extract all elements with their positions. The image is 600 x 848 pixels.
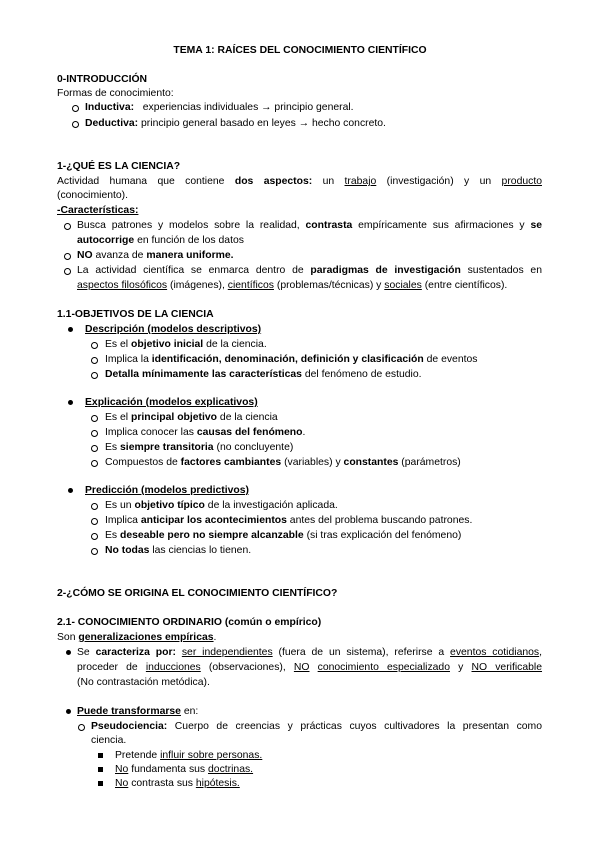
intro-inductiva: Inductiva: experiencias individuales → principio general.	[85, 101, 354, 114]
ciencia-definition: Actividad humana que contiene dos aspectos: un trabajo (investigación) y un producto	[57, 176, 542, 187]
prediccion-heading: Predicción (modelos predictivos)	[85, 484, 249, 497]
origen-heading: 2-¿CÓMO SE ORIGINA EL CONOCIMIENTO CIENTÍFICO?	[57, 588, 338, 599]
pseudo-sub-item-3: No contrasta sus hipótesis.	[115, 777, 240, 790]
square-bullet-icon	[98, 767, 103, 772]
ordinario-item-1-end: (No contrastación metódica).	[77, 677, 210, 688]
circle-bullet-icon	[91, 357, 98, 364]
circle-bullet-icon	[91, 518, 98, 525]
ordinario-item-1: Se caracteriza por: ser independientes (fuera de un sistema), referirse a eventos cotidianos,	[77, 646, 542, 659]
circle-bullet-icon	[72, 105, 79, 112]
caracteristicas-heading: -Características:	[57, 205, 139, 216]
circle-bullet-icon	[91, 430, 98, 437]
origen-son: Son generalizaciones empíricas.	[57, 632, 217, 643]
pseudociencia-item: Pseudociencia: Cuerpo de creencias y prácticas cuyos cultivadores la presentan como	[91, 720, 542, 733]
circle-bullet-icon	[64, 268, 71, 275]
descripcion-item-2: Implica la identificación, denominación, definición y clasificación de eventos	[105, 353, 477, 366]
intro-formas: Formas de conocimiento:	[57, 88, 174, 99]
circle-bullet-icon	[91, 503, 98, 510]
circle-bullet-icon	[91, 415, 98, 422]
prediccion-item-2: Implica anticipar los acontecimientos antes del problema buscando patrones.	[105, 514, 472, 527]
explicacion-item-3: Es siempre transitoria (no concluyente)	[105, 441, 293, 454]
descripcion-item-1: Es el objetivo inicial de la ciencia.	[105, 338, 267, 351]
circle-bullet-icon	[91, 548, 98, 555]
prediccion-item-3: Es deseable pero no siempre alcanzable (si tras explicación del fenómeno)	[105, 529, 461, 542]
ciencia-definition-end: (conocimiento).	[57, 190, 129, 201]
page-title: TEMA 1: RAÍCES DEL CONOCIMIENTO CIENTÍFICO	[173, 45, 427, 56]
caract-item-3: La actividad científica se enmarca dentro de paradigmas de investigación sustentados en	[77, 264, 542, 277]
circle-bullet-icon	[91, 445, 98, 452]
intro-heading: 0-INTRODUCCIÓN	[57, 74, 148, 85]
descripcion-item-3: Detalla mínimamente las características del fenómeno de estudio.	[105, 368, 422, 381]
caract-item-3-cont: aspectos filosóficos (imágenes), científicos (problemas/técnicas) y sociales (entre científicos).	[77, 280, 508, 291]
explicacion-heading: Explicación (modelos explicativos)	[85, 396, 258, 409]
circle-bullet-icon	[72, 121, 79, 128]
square-bullet-icon	[98, 753, 103, 758]
puede-transformarse: Puede transformarse en:	[77, 705, 198, 718]
objetivos-heading: 1.1-OBJETIVOS DE LA CIENCIA	[57, 309, 214, 320]
ciencia-heading: 1-¿QUÉ ES LA CIENCIA?	[57, 161, 181, 172]
caract-item-1-cont: autocorrige en función de los datos	[77, 235, 244, 246]
disc-bullet-icon	[68, 400, 73, 405]
caract-item-2: NO avanza de manera uniforme.	[77, 249, 234, 262]
pseudociencia-item-cont: ciencia.	[91, 735, 127, 746]
circle-bullet-icon	[91, 342, 98, 349]
caract-item-1: Busca patrones y modelos sobre la realidad, contrasta empíricamente sus afirmaciones y se	[77, 219, 542, 232]
explicacion-item-1: Es el principal objetivo de la ciencia	[105, 411, 278, 424]
pseudo-sub-item-2: No fundamenta sus doctrinas.	[115, 763, 253, 776]
circle-bullet-icon	[64, 253, 71, 260]
pseudo-sub-item-1: Pretende influir sobre personas.	[115, 749, 262, 762]
disc-bullet-icon	[66, 650, 71, 655]
circle-bullet-icon	[91, 460, 98, 467]
square-bullet-icon	[98, 781, 103, 786]
disc-bullet-icon	[68, 327, 73, 332]
ordinario-item-1-cont: proceder de inducciones (observaciones), NO conocimiento especializado y NO verificable	[77, 662, 543, 673]
circle-bullet-icon	[78, 724, 85, 731]
disc-bullet-icon	[68, 488, 73, 493]
conocimiento-ordinario-heading: 2.1- CONOCIMIENTO ORDINARIO (común o empírico)	[57, 617, 322, 628]
explicacion-item-2: Implica conocer las causas del fenómeno.	[105, 426, 305, 439]
prediccion-item-4: No todas las ciencias lo tienen.	[105, 544, 251, 557]
circle-bullet-icon	[91, 533, 98, 540]
circle-bullet-icon	[64, 223, 71, 230]
circle-bullet-icon	[91, 372, 98, 379]
descripcion-heading: Descripción (modelos descriptivos)	[85, 323, 261, 336]
disc-bullet-icon	[66, 709, 71, 714]
prediccion-item-1: Es un objetivo típico de la investigación aplicada.	[105, 499, 338, 512]
intro-deductiva: Deductiva: principio general basado en leyes → hecho concreto.	[85, 117, 386, 130]
explicacion-item-4: Compuestos de factores cambiantes (variables) y constantes (parámetros)	[105, 456, 461, 469]
